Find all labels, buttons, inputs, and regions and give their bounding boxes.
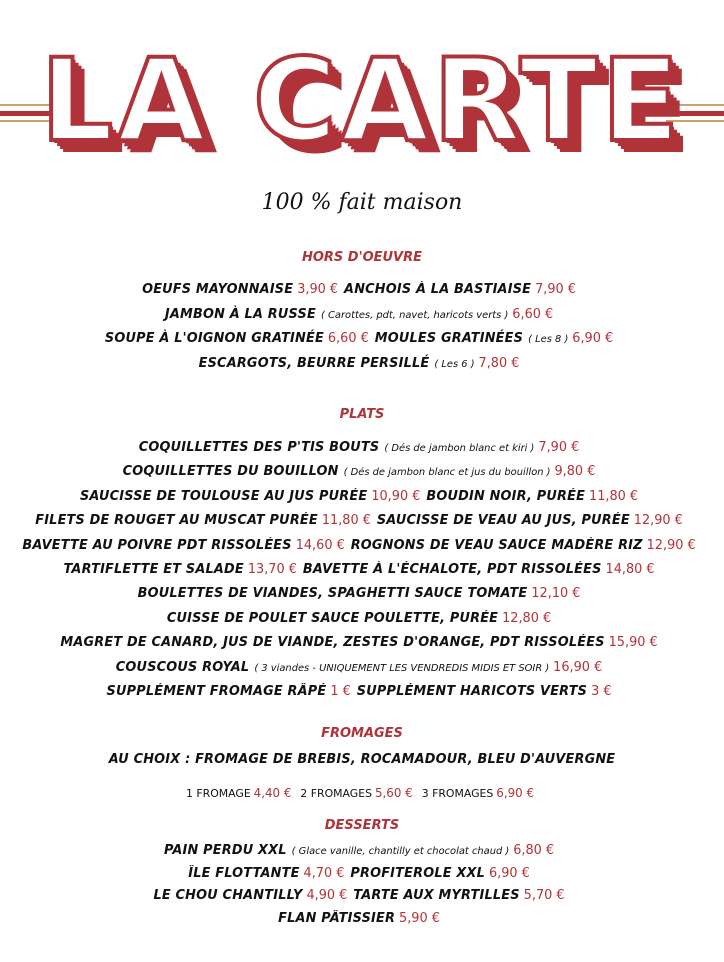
dish-price: 4,70 € xyxy=(303,865,345,881)
dish-price: 11,80 € xyxy=(589,488,639,504)
fromage-option-label: 3 FROMAGES xyxy=(421,787,494,800)
dish-price: 6,60 € xyxy=(327,331,369,346)
fromages-choice: AU CHOIX : FROMAGE DE BREBIS, ROCAMADOUR, BLEU D'AUVERGNE xyxy=(108,752,616,767)
fromage-option-price: 5,60 € xyxy=(374,786,413,800)
dish-price: 1 € xyxy=(330,684,351,699)
dish-name: COQUILLETTES DES P'TIS BOUTS xyxy=(138,440,380,455)
dish-name: SAUCISSE DE VEAU AU JUS, PURÉE xyxy=(376,513,630,529)
dish-note: ( Glace vanille, chantilly et chocolat chaud ) xyxy=(291,846,510,857)
menu-line xyxy=(4,907,720,926)
dish-name: SUPPLÉMENT HARICOTS VERTS xyxy=(356,684,588,699)
dish-name: OEUFS MAYONNAISE xyxy=(142,282,294,297)
dish-price: 4,90 € xyxy=(306,888,348,903)
dish-name: TARTIFLETTE ET SALADE xyxy=(63,562,244,577)
dish-price: 14,60 € xyxy=(295,537,345,553)
menu-line xyxy=(4,680,720,699)
dish-price: 11,80 € xyxy=(321,513,371,529)
dish-note: ( Carottes, pdt, navet, haricots verts ) xyxy=(320,309,509,321)
dish-name: MAGRET DE CANARD, JUS DE VIANDE, ZESTES D'ORANGE, PDT RISSOLÉES xyxy=(60,635,605,651)
dish-name: SAUCISSE DE TOULOUSE AU JUS PURÉE xyxy=(79,488,368,504)
section-title-plats: PLATS xyxy=(339,407,385,422)
dish-price: 12,90 € xyxy=(633,513,683,529)
dish-price: 6,90 € xyxy=(488,865,530,881)
fromage-option-label: 1 FROMAGE xyxy=(185,787,251,800)
menu-line xyxy=(4,582,720,601)
dish-name: BAVETTE À L'ÉCHALOTE, PDT RISSOLÉES xyxy=(302,562,602,577)
section-title-desserts: DESSERTS xyxy=(324,818,400,833)
dish-price: 12,10 € xyxy=(531,586,581,602)
dish-name: ESCARGOTS, BEURRE PERSILLÉ xyxy=(198,355,430,371)
menu-line xyxy=(4,303,720,322)
dish-name: BOUDIN NOIR, PURÉE xyxy=(426,488,586,504)
dish-price: 3 € xyxy=(591,684,612,699)
dish-name: PAIN PERDU XXL xyxy=(163,843,287,858)
dish-price: 15,90 € xyxy=(608,635,658,651)
dish-name: SUPPLÉMENT FROMAGE RÂPÉ xyxy=(106,684,327,699)
dish-name: COUSCOUS ROYAL xyxy=(115,659,250,675)
dish-note: ( Les 6 ) xyxy=(434,358,475,370)
menu-line xyxy=(4,460,720,479)
menu-line xyxy=(4,436,720,455)
dish-name: BOULETTES DE VIANDES, SPAGHETTI SAUCE TOMATE xyxy=(137,586,528,602)
menu-line xyxy=(4,485,720,504)
dish-price: 9,80 € xyxy=(554,464,596,480)
dish-name: TARTE AUX MYRTILLES xyxy=(353,888,520,903)
fromage-option-price: 4,40 € xyxy=(253,786,292,800)
dish-price: 5,70 € xyxy=(523,888,565,903)
dish-name: MOULES GRATINÉES xyxy=(374,331,524,346)
dish-price: 3,90 € xyxy=(297,282,339,297)
dish-price: 12,80 € xyxy=(502,610,552,626)
dish-price: 14,80 € xyxy=(605,562,655,577)
dish-name: LE CHOU CHANTILLY xyxy=(153,888,303,903)
menu-line xyxy=(4,862,720,881)
dish-name: JAMBON À LA RUSSE xyxy=(164,306,316,322)
dish-price: 7,80 € xyxy=(478,355,520,371)
dish-name: ROGNONS DE VEAU SAUCE MADÈRE RIZ xyxy=(350,537,643,553)
dish-name: FLAN PÂTISSIER xyxy=(278,910,396,926)
page-title: LA CARTE xyxy=(40,34,684,167)
dish-name: BAVETTE AU POIVRE PDT RISSOLÉES xyxy=(22,537,292,553)
dish-price: 6,90 € xyxy=(572,331,614,346)
fromages-options xyxy=(4,782,720,801)
dish-price: 12,90 € xyxy=(646,537,696,553)
dish-name: PROFITEROLE XXL xyxy=(350,865,485,881)
menu-line xyxy=(4,352,720,371)
dish-note: ( Les 8 ) xyxy=(528,334,569,345)
menu-line xyxy=(4,607,720,626)
section-title-fromages: FROMAGES xyxy=(321,726,403,741)
dish-name: COQUILLETTES DU BOUILLON xyxy=(122,464,339,480)
page-subtitle: 100 % fait maison xyxy=(261,190,463,215)
dish-price: 7,90 € xyxy=(538,440,580,455)
dish-name: ÎLE FLOTTANTE xyxy=(188,865,300,881)
dish-price: 7,90 € xyxy=(535,282,576,297)
dish-name: SOUPE À L'OIGNON GRATINÉE xyxy=(104,331,324,346)
dish-price: 16,90 € xyxy=(553,659,603,675)
dish-price: 6,60 € xyxy=(512,306,554,322)
section-title-hors-doeuvre: HORS D'OEUVRE xyxy=(301,250,423,265)
menu-line xyxy=(4,509,720,528)
menu-line xyxy=(4,631,720,650)
dish-price: 5,90 € xyxy=(399,910,440,926)
dish-name: ANCHOIS À LA BASTIAISE xyxy=(344,282,532,297)
menu-line xyxy=(4,839,720,858)
dish-price: 13,70 € xyxy=(247,562,297,577)
menu-line xyxy=(4,327,720,346)
dish-name: CUISSE DE POULET SAUCE POULETTE, PURÉE xyxy=(166,610,499,626)
fromage-option-price: 6,90 € xyxy=(496,786,535,800)
dish-note: ( Dés de jambon blanc et jus du bouillon ) xyxy=(343,467,551,479)
dish-note: ( 3 viandes - UNIQUEMENT LES VENDREDIS MIDIS ET SOIR ) xyxy=(254,662,550,674)
menu-line xyxy=(4,884,720,903)
menu-line xyxy=(4,278,720,297)
dish-price: 10,90 € xyxy=(371,488,421,504)
dish-price: 6,80 € xyxy=(513,843,555,858)
menu-line xyxy=(4,558,720,577)
fromage-option-label: 2 FROMAGES xyxy=(300,787,373,800)
menu-line xyxy=(4,534,720,553)
dish-note: ( Dés de jambon blanc et kiri ) xyxy=(384,443,535,454)
menu-line xyxy=(4,656,720,675)
dish-name: FILETS DE ROUGET AU MUSCAT PURÉE xyxy=(35,513,318,529)
